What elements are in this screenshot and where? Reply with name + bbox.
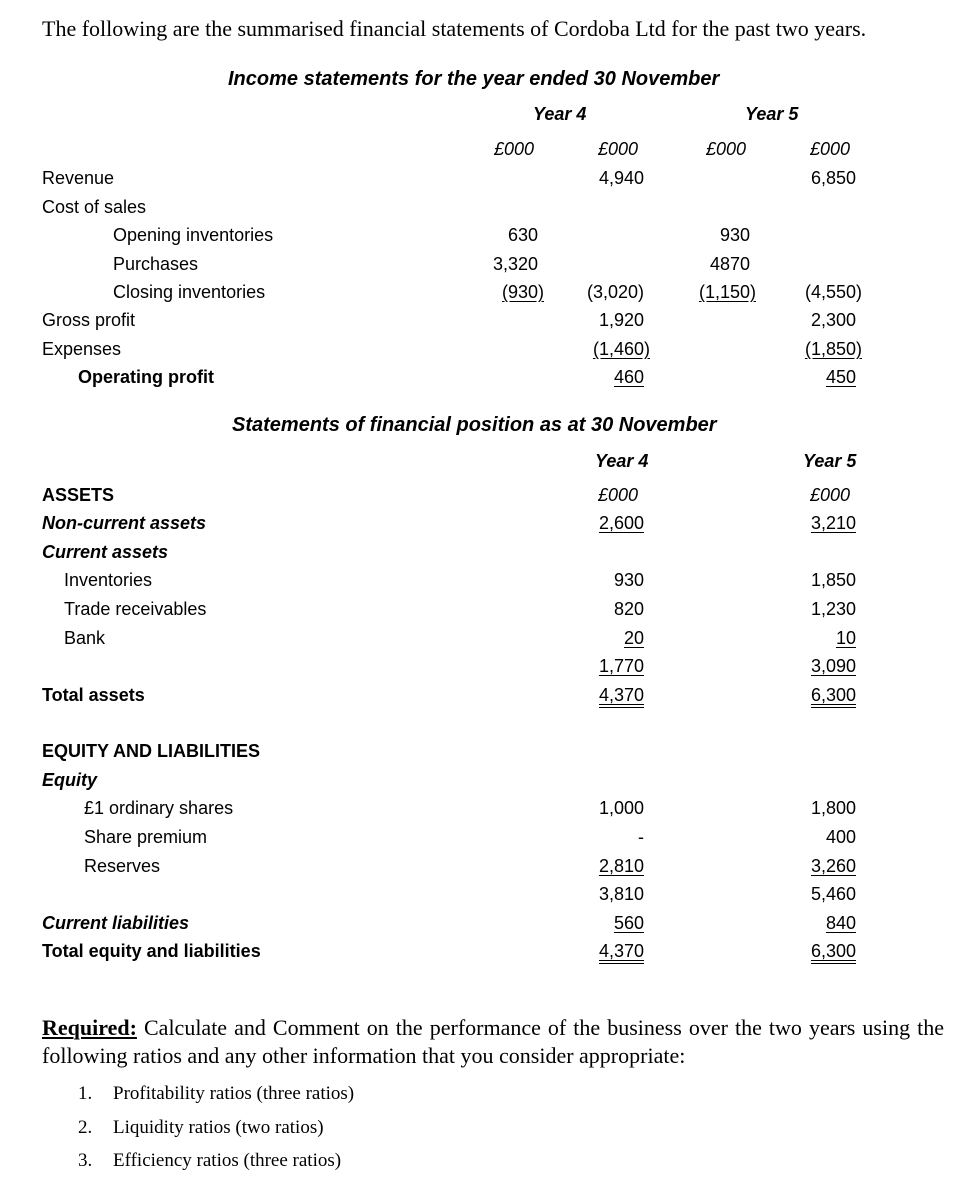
required-item-1-text: Profitability ratios (three ratios) [113,1083,355,1104]
intro-text: The following are the summarised financial statements of Cordoba Ltd for the past two years. [42,16,867,41]
reserves-y4: 2,810 [598,856,644,876]
current-liabilities-y4-cell [560,913,644,934]
inventories-y4: 930 [613,570,644,590]
income-unit-col2: £000 [597,139,639,159]
expenses-y5: (1,850) [804,339,862,359]
equity-total-y5: 5,460 [810,884,856,904]
closing-inventories-label: Closing inventories [113,282,266,302]
closing-inventories-y4: (930) [501,282,544,302]
share-premium-y5: 400 [825,827,856,847]
income-year4-header: Year 4 [533,104,587,124]
cost-of-sales-y4: (3,020) [586,282,644,302]
total-assets-y4-cell [560,685,644,706]
bank-y4-cell [560,628,644,649]
gross-profit-label: Gross profit [42,310,136,330]
nca-y4: 2,600 [598,513,644,533]
sofp-title: Statements of financial position as at 30 November [232,414,717,436]
sofp-unit-y5: £000 [809,485,851,505]
current-liabilities-y5-cell [772,913,856,934]
reserves-y4-cell [560,856,644,877]
purchases-y4: 3,320 [492,254,538,274]
bank-y4: 20 [623,628,644,648]
required-text: Calculate and Comment on the performance of the business over the two years using the following ratios and any other information that you consider appropriate: [42,1015,945,1068]
ordinary-shares-label: £1 ordinary shares [84,798,234,818]
required-paragraph [42,1014,944,1070]
required-item-3-number: 3. [78,1150,93,1171]
ordinary-shares-y5: 1,800 [810,798,856,818]
income-unit-col1: £000 [493,139,535,159]
assets-heading: ASSETS [42,485,115,505]
current-liabilities-y5: 840 [825,913,856,933]
revenue-y5: 6,850 [810,168,856,188]
required-item-2-number: 2. [78,1117,93,1138]
equity-total-y4: 3,810 [598,884,644,904]
expenses-label: Expenses [42,339,122,359]
bank-y5: 10 [835,628,856,648]
required-label: Required: [42,1015,137,1040]
non-current-assets-label: Non-current assets [42,513,207,533]
inventories-label: Inventories [64,570,153,590]
operating-profit-y5-cell [772,367,856,388]
purchases-label: Purchases [113,254,199,274]
total-equity-liabilities-y4: 4,370 [598,941,644,961]
current-assets-total-y5-cell [772,656,856,677]
bank-y5-cell [772,628,856,649]
bank-label: Bank [64,628,106,648]
sofp-unit-y4: £000 [597,485,639,505]
sofp-year5-header: Year 5 [803,451,857,471]
reserves-y5-cell [772,856,856,877]
nca-y5-cell [772,513,856,534]
total-equity-liabilities-y4-cell [560,941,644,962]
current-liabilities-y4: 560 [613,913,644,933]
trade-receivables-y5: 1,230 [810,599,856,619]
operating-profit-label: Operating profit [78,367,214,387]
trade-receivables-y4: 820 [613,599,644,619]
nca-y4-cell [560,513,644,534]
gross-profit-y4: 1,920 [598,310,644,330]
operating-profit-y4-cell [560,367,644,388]
total-assets-y4: 4,370 [598,685,644,705]
revenue-label: Revenue [42,168,115,188]
expenses-y5-cell [772,339,862,360]
equity-label: Equity [42,770,98,790]
closing-inventories-y4-cell [482,282,544,303]
required-item-3-text: Efficiency ratios (three ratios) [113,1150,342,1171]
reserves-y5: 3,260 [810,856,856,876]
opening-inventories-label: Opening inventories [113,225,274,245]
inventories-y5: 1,850 [810,570,856,590]
expenses-y4-cell [560,339,650,360]
required-item-1-number: 1. [78,1083,93,1104]
nca-y5: 3,210 [810,513,856,533]
purchases-y5: 4870 [709,254,750,274]
ordinary-shares-y4: 1,000 [598,798,644,818]
income-statement-title: Income statements for the year ended 30 November [228,68,720,90]
current-liabilities-label: Current liabilities [42,913,190,933]
reserves-label: Reserves [84,856,161,876]
cost-of-sales-label: Cost of sales [42,197,147,217]
current-assets-label: Current assets [42,542,169,562]
current-assets-total-y4-cell [560,656,644,677]
total-equity-liabilities-y5: 6,300 [810,941,856,961]
current-assets-total-y5: 3,090 [810,656,856,676]
sofp-year4-header: Year 4 [595,451,649,471]
total-assets-label: Total assets [42,685,145,705]
cost-of-sales-y5: (4,550) [804,282,862,302]
expenses-y4: (1,460) [592,339,650,359]
operating-profit-y4: 460 [613,367,644,387]
equity-liabilities-heading: EQUITY AND LIABILITIES [42,741,261,761]
total-equity-liabilities-y5-cell [772,941,856,962]
income-unit-col3: £000 [705,139,747,159]
required-item-2-text: Liquidity ratios (two ratios) [113,1117,324,1138]
income-unit-col4: £000 [809,139,851,159]
gross-profit-y5: 2,300 [810,310,856,330]
closing-inventories-y5: (1,150) [698,282,756,302]
share-premium-label: Share premium [84,827,208,847]
total-assets-y5-cell [772,685,856,706]
opening-inventories-y5: 930 [719,225,750,245]
opening-inventories-y4: 630 [507,225,538,245]
revenue-y4: 4,940 [598,168,644,188]
trade-receivables-label: Trade receivables [64,599,207,619]
total-assets-y5: 6,300 [810,685,856,705]
current-assets-total-y4: 1,770 [598,656,644,676]
operating-profit-y5: 450 [825,367,856,387]
income-year5-header: Year 5 [745,104,799,124]
share-premium-y4: - [638,827,644,847]
total-equity-liabilities-label: Total equity and liabilities [42,941,261,961]
closing-inventories-y5-cell [680,282,756,303]
